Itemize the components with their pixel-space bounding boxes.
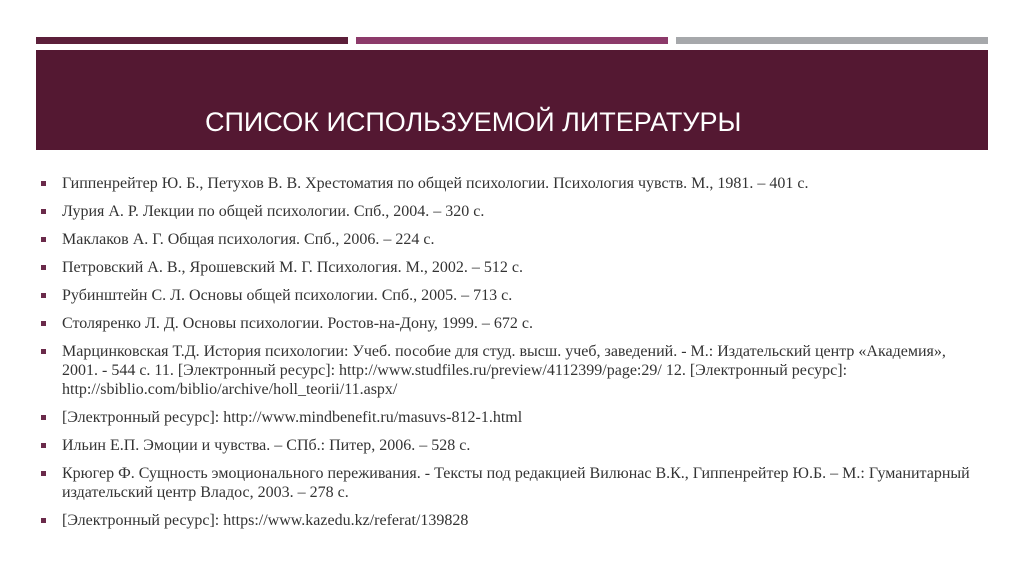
reference-text: [Электронный ресурс]: http://www.mindbenefit.ru/masuvs-812-1.html [62,409,523,426]
reference-text: Гиппенрейтер Ю. Б., Петухов В. В. Хрестоматия по общей психологии. Психология чувств. М., 1981. – 401 с. [62,175,809,192]
bullet-square-icon [41,181,46,186]
reference-text: Столяренко Л. Д. Основы психологии. Ростов-на-Дону, 1999. – 672 с. [62,315,533,332]
reference-item [40,511,980,530]
reference-text: Крюгер Ф. Сущность эмоционального переживания. - Тексты под редакцией Вилюнас В.К., Гиппенрейтер Ю.Б. – М.: Гуманитарный издательский центр Владос, 2003. – 278 с. [62,465,970,501]
reference-item [40,314,980,333]
reference-item [40,230,980,249]
reference-text: Петровский А. В., Ярошевский М. Г. Психология. М., 2002. – 512 с. [62,259,523,276]
bullet-square-icon [41,293,46,298]
reference-item [40,408,980,427]
reference-item [40,258,980,277]
accent-bar-left [36,37,348,44]
accent-bar-right [676,37,988,44]
reference-item [40,286,980,305]
reference-item [40,464,980,502]
bullet-square-icon [41,415,46,420]
reference-text: Рубинштейн С. Л. Основы общей психологии. Спб., 2005. – 713 с. [62,287,513,304]
reference-item [40,342,980,399]
bullet-square-icon [41,321,46,326]
bullet-square-icon [41,349,46,354]
reference-list [40,174,980,539]
reference-text: Ильин Е.П. Эмоции и чувства. – СПб.: Питер, 2006. – 528 с. [62,437,471,454]
bullet-square-icon [41,518,46,523]
reference-item [40,174,980,193]
reference-text: Маклаков А. Г. Общая психология. Спб., 2006. – 224 с. [62,231,435,248]
slide-title: СПИСОК ИСПОЛЬЗУЕМОЙ ЛИТЕРАТУРЫ [205,107,742,137]
bullet-square-icon [41,443,46,448]
bullet-square-icon [41,209,46,214]
reference-item [40,436,980,455]
accent-bar-middle [356,37,668,44]
bullet-square-icon [41,265,46,270]
bullet-square-icon [41,471,46,476]
reference-text: Марцинковская Т.Д. История психологии: Учеб. пособие для студ. высш. учеб, заведений. - М.: Издательский центр «Академия», 2001. - 544 с. 11. [Электронный ресурс]: http://www.studfiles.ru/preview/4112399/page:29/ 12. [Электронный ресурс]: http://sbiblio.com/biblio/archive/holl_teorii/11.aspx/ [62,343,946,398]
bullet-square-icon [41,237,46,242]
reference-text: [Электронный ресурс]: https://www.kazedu.kz/referat/139828 [62,512,469,529]
reference-text: Лурия А. Р. Лекции по общей психологии. Спб., 2004. – 320 с. [62,203,485,220]
reference-item [40,202,980,221]
